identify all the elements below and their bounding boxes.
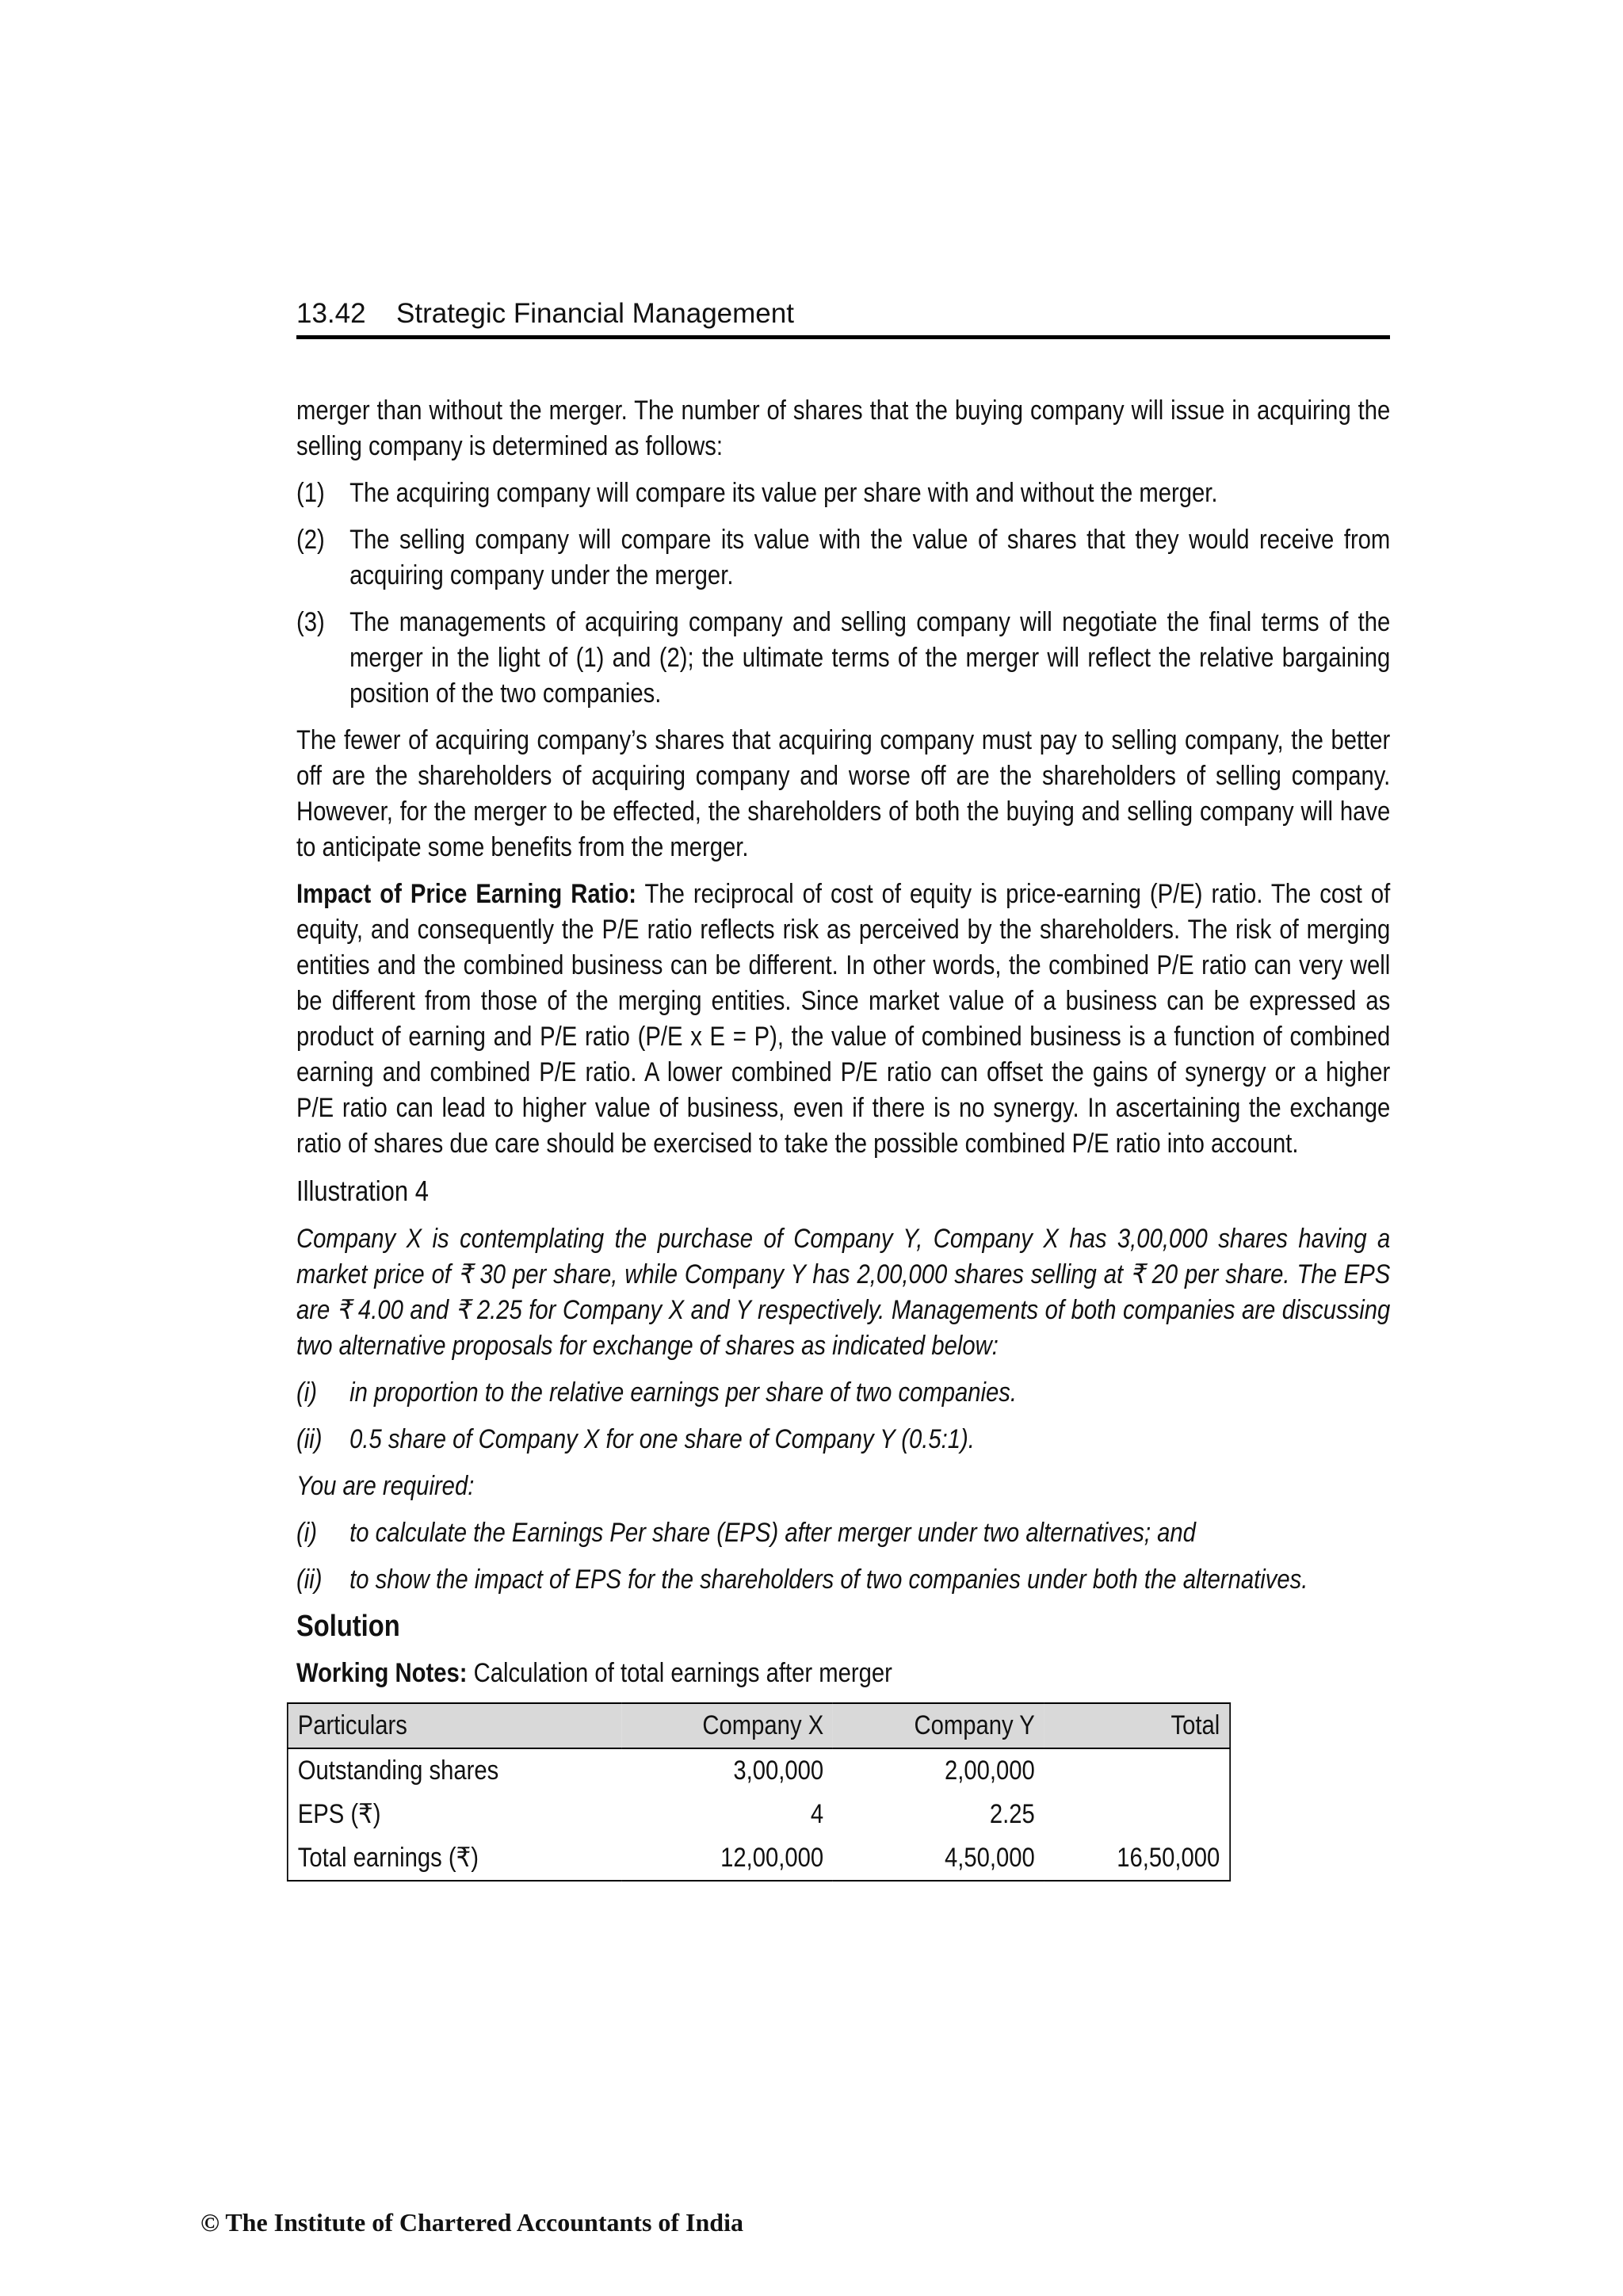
illustration-title: Illustration 4 (296, 1175, 429, 1207)
table-header-cell: Company Y (833, 1703, 1044, 1748)
table-cell: 2.25 (989, 1799, 1035, 1829)
list-text: The selling company will compare its value with the value of shares that they would receive from acquiring company under the merger. (349, 525, 1391, 590)
list-item (296, 522, 1390, 594)
copyright-footer: © The Institute of Chartered Accountants of India (200, 2208, 743, 2237)
table-cell: 2,00,000 (944, 1755, 1035, 1786)
pe-ratio-heading: Impact of Price Earning Ratio: (296, 879, 637, 909)
table-cell (1044, 1748, 1230, 1793)
table-cell: Outstanding shares (297, 1755, 499, 1786)
requirement-number: (ii) (296, 1564, 323, 1595)
list-item (296, 605, 1390, 712)
table-cell: 3,00,000 (733, 1755, 824, 1786)
working-notes (296, 1656, 1390, 1691)
list-text: The managements of acquiring company and selling company will negotiate the final terms of the merger in the light of (1) and (2); the ultimate terms of the merger will reflect the relative bargaining position of the two companies. (349, 607, 1391, 709)
table-cell: EPS (₹) (297, 1799, 381, 1829)
table-header-cell: Company X (621, 1703, 833, 1748)
intro-paragraph: merger than without the merger. The number of shares that the buying company will issue in acquiring the selling company is determined as follows: (296, 395, 1391, 461)
table-row (288, 1748, 1230, 1793)
proposal-number: (i) (296, 1377, 317, 1408)
table-row (288, 1793, 1230, 1836)
proposal-number: (ii) (296, 1424, 323, 1454)
proposal-text: 0.5 share of Company X for one share of Company Y (0.5:1). (349, 1424, 975, 1454)
working-notes-text: Calculation of total earnings after merger (467, 1658, 892, 1688)
working-notes-label: Working Notes: (296, 1658, 468, 1688)
illustration-text: Company X is contemplating the purchase of Company Y, Company X has 3,00,000 shares having a market price of ₹ 30 per share, while Company Y has 2,00,000 shares selling at ₹ 20 per share. The EPS are ₹ 4.00 and ₹ 2.25 for Company X and Y respectively. Managements of both companies are discussing two alternative proposals for exchange of shares as indicated below: (296, 1224, 1391, 1361)
pe-ratio-text: The reciprocal of cost of equity is price-earning (P/E) ratio. The cost of equity, and consequently the P/E ratio reflects risk as perceived by the shareholders. The risk of merging entities and the combined business can be different. In other words, the combined P/E ratio can very well be different from those of the merging entities. Since market value of a business can be expressed as product of earning and P/E ratio (P/E x E = P), the value of combined business is a function of combined earning and combined P/E ratio. A lower combined P/E ratio can offset the gains of synergy or a higher P/E ratio can lead to higher value of business, even if there is no synergy. In ascertaining the exchange ratio of shares due care should be exercised to take the possible combined P/E ratio into account. (296, 879, 1391, 1159)
proposal-item (296, 1375, 1390, 1411)
book-title: Strategic Financial Management (396, 298, 794, 329)
pe-ratio-paragraph (296, 877, 1390, 1162)
proposal-item (296, 1422, 1390, 1457)
table-row (288, 1836, 1230, 1881)
solution-title: Solution (296, 1610, 400, 1643)
list-number: (2) (296, 525, 325, 555)
table-cell: 4,50,000 (944, 1843, 1035, 1873)
page-content (296, 393, 1390, 1881)
requirement-text: to show the impact of EPS for the shareholders of two companies under both the alternatives. (349, 1564, 1308, 1595)
proposal-text: in proportion to the relative earnings per share of two companies. (349, 1377, 1018, 1408)
requirement-number: (i) (296, 1518, 317, 1548)
earnings-table (287, 1702, 1231, 1881)
table-header-row (288, 1703, 1230, 1748)
table-cell: 16,50,000 (1117, 1843, 1220, 1873)
page-number: 13.42 (296, 298, 366, 329)
page-header (296, 295, 1390, 339)
table-header-cell: Total (1044, 1703, 1230, 1748)
requirement-item (296, 1515, 1390, 1551)
table-cell (1044, 1793, 1230, 1836)
table-cell: 4 (810, 1799, 824, 1829)
list-item (296, 476, 1390, 511)
list-number: (3) (296, 607, 325, 637)
table-header-cell: Particulars (288, 1703, 621, 1748)
table-cell: Total earnings (₹) (297, 1843, 479, 1873)
list-text: The acquiring company will compare its value per share with and without the merger. (349, 478, 1218, 508)
requirement-item (296, 1562, 1390, 1598)
requirement-text: to calculate the Earnings Per share (EPS) after merger under two alternatives; and (349, 1518, 1196, 1548)
list-number: (1) (296, 478, 325, 508)
fewer-shares-paragraph: The fewer of acquiring company’s shares that acquiring company must pay to selling company, the better off are the shareholders of acquiring company and worse off are the shareholders of selling company. However, for the merger to be effected, the shareholders of both the buying and selling company will have to anticipate some benefits from the merger. (296, 725, 1391, 862)
table-cell: 12,00,000 (720, 1843, 824, 1873)
required-label: You are required: (296, 1471, 475, 1501)
